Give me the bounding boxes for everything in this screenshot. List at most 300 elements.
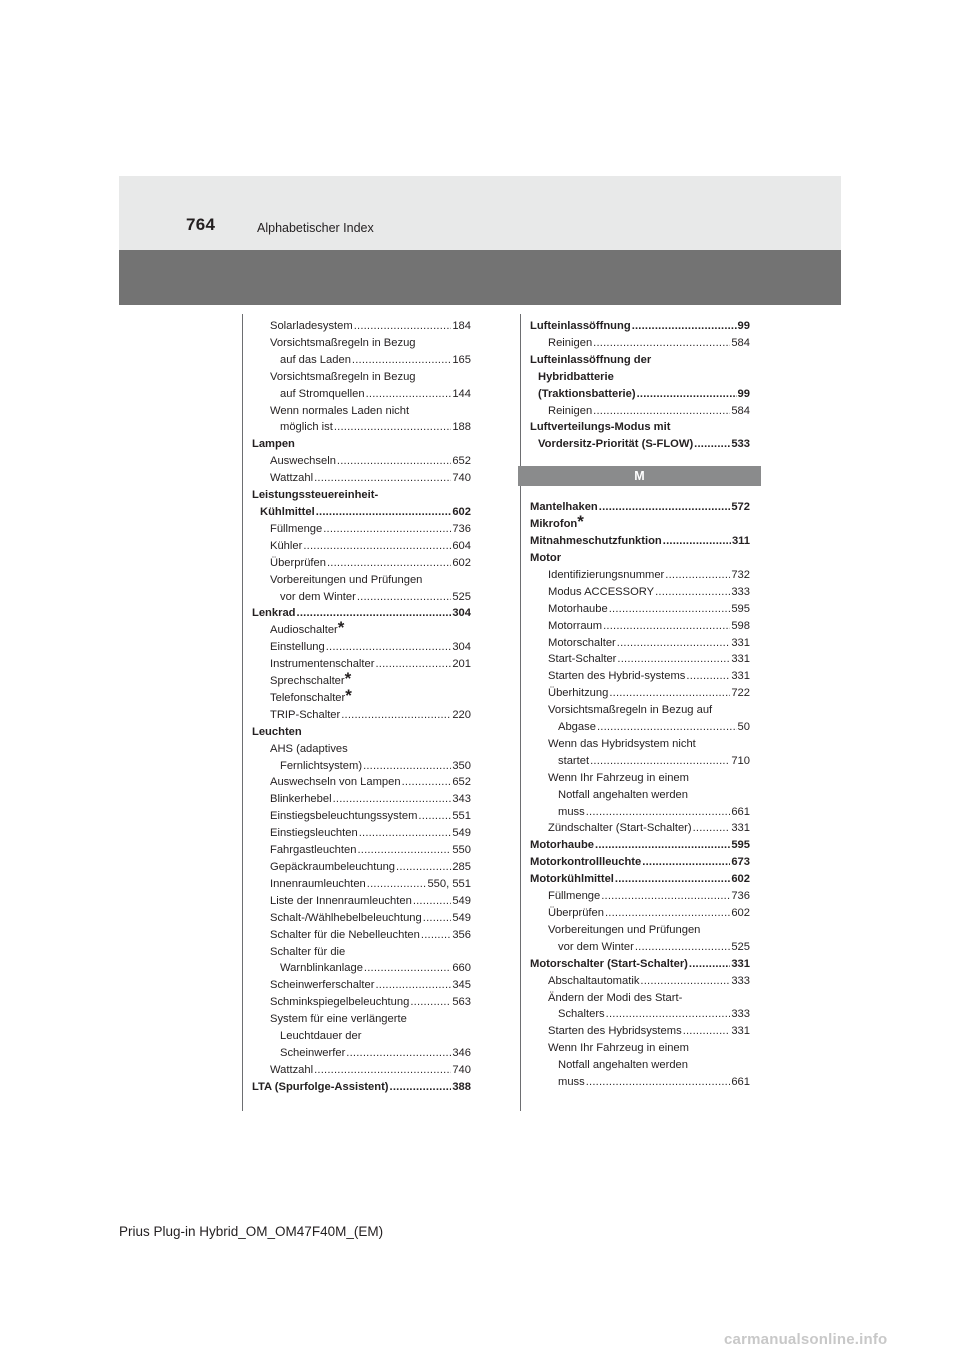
entry-text: Fahrgastleuchten — [270, 844, 357, 857]
entry-text: Modus ACCESSORY — [548, 585, 655, 598]
index-subentry — [530, 736, 750, 753]
entry-text: Innenraumleuchten — [270, 877, 366, 890]
index-entry — [530, 369, 750, 386]
entry-text: Vorsichtsmaßregeln in Bezug auf — [548, 704, 713, 717]
section-title: Alphabetischer Index — [257, 221, 374, 235]
dot-leader — [346, 1045, 451, 1062]
entry-text: Identifizierungsnummer — [548, 568, 665, 581]
index-subentry — [252, 774, 471, 791]
entry-text: Motorhaube — [548, 602, 608, 615]
dot-leader — [601, 888, 730, 905]
dot-leader — [357, 589, 451, 606]
dot-leader — [605, 905, 730, 922]
index-subentry — [252, 369, 471, 386]
entry-text: Schalter für die Nebelleuchten — [270, 928, 420, 941]
page-reference: 165 — [452, 353, 471, 366]
entry-text: möglich ist — [280, 421, 333, 434]
index-entry — [252, 605, 471, 622]
entry-text: Füllmenge — [548, 890, 601, 903]
index-subentry — [530, 1006, 750, 1023]
page-reference: 652 — [452, 455, 471, 468]
index-subentry — [252, 876, 471, 893]
page-reference: 549 — [452, 894, 471, 907]
page-reference: 740 — [452, 472, 471, 485]
index-entry — [530, 533, 750, 550]
page-reference: 602 — [731, 873, 750, 886]
entry-text: Mantelhaken — [530, 501, 598, 514]
index-subentry — [530, 335, 750, 352]
entry-text: auf Stromquellen — [280, 387, 365, 400]
dot-leader — [597, 719, 737, 736]
dot-leader — [367, 876, 427, 893]
index-subentry — [252, 1028, 471, 1045]
page-reference: 673 — [731, 856, 750, 869]
entry-text: Füllmenge — [270, 522, 323, 535]
index-subentry — [252, 1062, 471, 1079]
dot-leader — [642, 854, 730, 871]
page-reference: 563 — [452, 996, 471, 1009]
index-subentry — [252, 470, 471, 487]
entry-text: Starten des Hybrid-systems — [548, 670, 686, 683]
page-reference: 710 — [731, 754, 750, 767]
entry-text: Hybridbatterie — [538, 370, 614, 383]
entry-text: Überhitzung — [548, 687, 609, 700]
entry-text: Überprüfen — [270, 556, 326, 569]
index-subentry — [530, 635, 750, 652]
entry-text: muss — [558, 805, 585, 818]
entry-text: Kühlmittel — [260, 505, 315, 518]
entry-text: Motorschalter (Start-Schalter) — [530, 957, 688, 970]
entry-text: Vorsichtsmaßregeln in Bezug — [270, 370, 416, 383]
dot-leader — [352, 352, 451, 369]
index-subentry — [252, 707, 471, 724]
entry-text: Luftverteilungs-Modus mit — [530, 421, 671, 434]
dot-leader — [390, 1079, 452, 1096]
index-subentry — [252, 859, 471, 876]
entry-text: TRIP-Schalter — [270, 708, 341, 721]
index-entry — [530, 318, 750, 335]
dot-leader — [590, 753, 730, 770]
index-entry — [530, 499, 750, 516]
page-reference: 549 — [452, 911, 471, 924]
page-reference: 350 — [452, 759, 471, 772]
index-subentry — [252, 335, 471, 352]
page-reference: 331 — [731, 636, 750, 649]
page-reference: 144 — [452, 387, 471, 400]
letter-heading-m: M — [518, 466, 761, 486]
index-entry — [252, 487, 471, 504]
column-divider-left — [242, 314, 243, 1111]
entry-text: vor dem Winter — [280, 590, 356, 603]
page-reference: 549 — [452, 827, 471, 840]
dot-leader — [609, 601, 731, 618]
dot-leader — [334, 419, 451, 436]
entry-text: Notfall angehalten werden — [558, 788, 688, 801]
index-entry — [530, 956, 750, 973]
entry-text: Schalt-/Wählhebelbeleuchtung — [270, 911, 422, 924]
dot-leader — [665, 567, 730, 584]
dot-leader — [363, 758, 451, 775]
entry-text: Schalter für die — [270, 945, 346, 958]
entry-text: Kühler — [270, 539, 303, 552]
dot-leader — [333, 791, 452, 808]
index-subentry — [530, 1074, 750, 1091]
footer-manual-id: Prius Plug-in Hybrid_OM_OM47F40M_(EM) — [119, 1224, 384, 1239]
entry-text: (Traktionsbatterie) — [538, 387, 636, 400]
index-subentry — [530, 804, 750, 821]
index-entry — [530, 386, 750, 403]
page-reference: 572 — [731, 501, 750, 514]
entry-text: Wenn Ihr Fahrzeug in einem — [548, 1042, 689, 1055]
entry-text: System für eine verlängerte — [270, 1013, 407, 1026]
dot-leader — [593, 335, 730, 352]
index-subentry — [530, 939, 750, 956]
dot-leader — [364, 960, 451, 977]
page-reference: 285 — [452, 861, 471, 873]
dot-leader — [593, 403, 730, 420]
page-reference: 333 — [731, 585, 750, 598]
entry-text: Einstiegsbeleuchtungssystem — [270, 810, 418, 823]
index-subentry — [252, 352, 471, 369]
page-reference: 551 — [452, 810, 471, 823]
dot-leader — [689, 956, 730, 973]
entry-text: Leuchtdauer der — [280, 1030, 362, 1043]
dot-leader — [606, 1006, 731, 1023]
page-reference: 184 — [452, 320, 471, 332]
entry-text: Vorbereitungen und Prüfungen — [270, 573, 423, 586]
dot-leader — [632, 318, 737, 335]
page-reference: 331 — [731, 957, 750, 970]
entry-text: Mikrofon — [530, 518, 578, 531]
index-entry — [530, 854, 750, 871]
index-column-left — [252, 318, 471, 1096]
page-reference: 740 — [452, 1063, 471, 1076]
dot-leader — [297, 605, 452, 622]
page-reference: 525 — [731, 940, 750, 953]
dot-leader — [655, 584, 730, 601]
entry-text: Einstellung — [270, 641, 325, 654]
index-subentry — [530, 601, 750, 618]
dot-leader — [316, 504, 452, 521]
entry-text: Start-Schalter — [548, 653, 617, 666]
page-reference: 333 — [731, 1008, 750, 1021]
entry-text: Motor — [530, 551, 562, 564]
index-entry — [252, 504, 471, 521]
entry-text: Lampen — [252, 438, 295, 451]
index-subentry — [530, 787, 750, 804]
entry-text: Motorschalter — [548, 636, 616, 649]
entry-text: Überprüfen — [548, 907, 604, 919]
header-band — [119, 176, 841, 250]
dot-leader — [357, 842, 451, 859]
entry-text: Vorsichtsmaßregeln in Bezug — [270, 336, 416, 349]
index-column-right — [530, 318, 750, 1091]
index-subentry — [530, 702, 750, 719]
entry-text: Vorbereitungen und Prüfungen — [548, 923, 701, 936]
entry-text: Abgase — [558, 721, 596, 734]
entry-text: Leuchten — [252, 725, 302, 738]
index-subentry — [252, 944, 471, 961]
index-subentry — [530, 973, 750, 990]
page-reference: 722 — [731, 687, 750, 700]
page-reference: 311 — [731, 535, 750, 548]
page-reference: 595 — [731, 602, 750, 615]
dot-leader — [366, 386, 452, 403]
index-subentry — [252, 555, 471, 572]
entry-text: Notfall angehalten werden — [558, 1059, 688, 1072]
dot-leader — [694, 436, 730, 453]
index-subentry — [252, 910, 471, 927]
dot-leader — [599, 499, 731, 516]
entry-text: Vordersitz-Priorität (S-FLOW) — [538, 438, 694, 451]
dot-leader — [418, 808, 451, 825]
page-reference: 331 — [731, 1025, 750, 1038]
dot-leader — [410, 994, 451, 1011]
entry-text: Motorhaube — [530, 839, 595, 852]
page-reference: 736 — [452, 522, 471, 535]
entry-text: Mitnahmeschutzfunktion — [530, 535, 662, 548]
page-reference: 331 — [731, 822, 750, 835]
index-subentry: Audioschalter * — [270, 618, 345, 638]
dot-leader — [314, 470, 451, 487]
entry-text: Reinigen — [548, 404, 593, 417]
dot-leader — [595, 837, 730, 854]
entry-text: Blinkerhebel — [270, 793, 332, 806]
dot-leader — [635, 939, 730, 956]
index-subentry — [252, 741, 471, 758]
entry-text: Instrumentenschalter — [270, 658, 375, 671]
dot-leader — [314, 1062, 451, 1079]
index-subentry — [252, 960, 471, 977]
index-entry — [530, 550, 750, 567]
entry-text: startet — [558, 754, 590, 767]
index-subentry — [530, 905, 750, 922]
page-reference: 333 — [731, 974, 750, 987]
dot-leader — [609, 685, 730, 702]
entry-text: Lufteinlassöffnung — [530, 320, 631, 332]
page-reference: 602 — [452, 556, 471, 569]
dot-leader — [323, 521, 451, 538]
page-reference: 732 — [731, 568, 750, 581]
index-subentry — [530, 719, 750, 736]
page-reference: 595 — [731, 839, 750, 852]
index-subentry — [530, 651, 750, 668]
page-reference: 304 — [452, 641, 471, 654]
index-subentry: Sprechschalter * — [270, 669, 352, 689]
page-reference: 652 — [452, 776, 471, 789]
entry-text: Wenn das Hybridsystem nicht — [548, 737, 696, 750]
index-subentry — [530, 618, 750, 635]
dot-leader — [663, 533, 731, 550]
index-subentry — [252, 1011, 471, 1028]
dot-leader — [686, 668, 730, 685]
dot-leader — [413, 893, 452, 910]
entry-text: Wattzahl — [270, 1063, 314, 1076]
index-entry — [530, 352, 750, 369]
entry-text: Wattzahl — [270, 472, 314, 485]
index-subentry — [530, 403, 750, 420]
entry-text: Einstiegsleuchten — [270, 827, 358, 840]
watermark: carmanualsonline.info — [724, 1331, 888, 1348]
entry-text: Scheinwerferschalter — [270, 979, 375, 992]
page-reference: 525 — [452, 590, 471, 603]
entry-text: Reinigen — [548, 336, 593, 349]
index-subentry — [252, 318, 471, 335]
entry-text: Audioschalter — [270, 624, 338, 637]
header-bar — [119, 250, 841, 305]
index-subentry — [252, 927, 471, 944]
page-reference: 598 — [731, 619, 750, 632]
index-entry — [252, 1079, 471, 1096]
index-subentry — [530, 990, 750, 1007]
page-reference: 602 — [452, 505, 471, 518]
page-reference: 343 — [452, 793, 471, 806]
index-entry — [252, 436, 471, 453]
entry-text: auf das Laden — [280, 353, 351, 366]
dot-leader — [327, 555, 451, 572]
dot-leader — [617, 635, 731, 652]
page-reference: 604 — [452, 539, 471, 552]
entry-text: Ändern der Modi des Start- — [548, 991, 683, 1004]
dot-leader — [586, 804, 731, 821]
index-subentry — [252, 994, 471, 1011]
entry-text: Auswechseln — [270, 455, 336, 468]
dot-leader — [303, 538, 451, 555]
dot-leader — [375, 977, 451, 994]
dot-leader — [640, 973, 730, 990]
index-subentry — [252, 758, 471, 775]
page-reference: 584 — [731, 336, 750, 349]
index-subentry — [530, 584, 750, 601]
entry-text: Wenn Ihr Fahrzeug in einem — [548, 771, 689, 784]
page-reference: 661 — [731, 805, 750, 818]
index-subentry — [530, 567, 750, 584]
entry-text: Solarladesystem — [270, 320, 353, 332]
index-subentry — [530, 820, 750, 837]
dot-leader — [375, 656, 451, 673]
index-subentry — [252, 977, 471, 994]
entry-text: Abschaltautomatik — [548, 974, 640, 987]
page-reference: 188 — [452, 421, 471, 434]
entry-text: Liste der Innenraumleuchten — [270, 894, 412, 907]
page-reference: 99 — [737, 387, 750, 400]
dot-leader — [586, 1074, 731, 1091]
dot-leader — [354, 318, 452, 335]
page-reference: 602 — [731, 907, 750, 919]
page-reference: 550 — [452, 844, 471, 857]
page-reference: 220 — [452, 708, 471, 721]
entry-text: Wenn normales Laden nicht — [270, 404, 410, 417]
index-entry: Mikrofon * — [530, 512, 584, 532]
page-reference: 661 — [731, 1076, 750, 1089]
page-reference: 331 — [731, 670, 750, 683]
index-subentry — [252, 521, 471, 538]
entry-text: Lenkrad — [252, 607, 296, 620]
index-entry — [530, 436, 750, 453]
entry-text: Motorkühlmittel — [530, 873, 614, 886]
entry-text: Schminkspiegelbeleuchtung — [270, 996, 410, 1009]
entry-text: Zündschalter (Start-Schalter) — [548, 822, 692, 835]
page-reference: 346 — [452, 1046, 471, 1059]
index-entry — [252, 724, 471, 741]
index-entry — [530, 837, 750, 854]
index-subentry — [530, 753, 750, 770]
index-subentry — [530, 1057, 750, 1074]
dot-leader — [615, 871, 730, 888]
index-subentry — [252, 656, 471, 673]
entry-text: Starten des Hybridsystems — [548, 1025, 682, 1038]
index-subentry — [252, 419, 471, 436]
dot-leader — [637, 386, 737, 403]
index-subentry — [252, 572, 471, 589]
dot-leader — [326, 639, 452, 656]
page-reference: 550, 551 — [427, 877, 471, 890]
dot-leader — [402, 774, 452, 791]
index-subentry — [530, 1040, 750, 1057]
index-subentry — [530, 770, 750, 787]
entry-text: Schalters — [558, 1008, 605, 1021]
dot-leader — [617, 651, 730, 668]
entry-text: Telefonschalter — [270, 691, 346, 704]
index-subentry — [530, 685, 750, 702]
page-reference: 356 — [452, 928, 471, 941]
index-subentry — [252, 1045, 471, 1062]
entry-text: Gepäckraumbeleuchtung — [270, 861, 396, 873]
page-reference: 533 — [731, 438, 750, 451]
dot-leader — [341, 707, 451, 724]
entry-text: vor dem Winter — [558, 940, 634, 953]
dot-leader — [683, 1023, 731, 1040]
page-number: 764 — [186, 215, 216, 234]
index-subentry — [252, 538, 471, 555]
dot-leader — [337, 453, 451, 470]
dot-leader — [359, 825, 452, 842]
page-reference: 99 — [737, 320, 750, 332]
index-group-m — [530, 499, 750, 1091]
page-reference: 201 — [452, 658, 471, 671]
dot-leader — [603, 618, 730, 635]
entry-text: Scheinwerfer — [280, 1046, 346, 1059]
entry-text: Motorraum — [548, 619, 603, 632]
entry-text: Motorkontrollleuchte — [530, 856, 642, 869]
dot-leader — [693, 820, 731, 837]
index-subentry — [252, 639, 471, 656]
index-subentry — [252, 808, 471, 825]
index-subentry — [252, 403, 471, 420]
index-subentry — [530, 922, 750, 939]
page-reference: 304 — [452, 607, 471, 620]
index-subentry — [252, 386, 471, 403]
index-subentry — [252, 842, 471, 859]
page-reference: 331 — [731, 653, 750, 666]
entry-text: AHS (adaptives — [270, 742, 348, 755]
index-subentry — [530, 668, 750, 685]
dot-leader — [423, 910, 452, 927]
entry-text: Leistungssteuereinheit- — [252, 489, 379, 502]
index-subentry — [252, 825, 471, 842]
index-subentry — [252, 893, 471, 910]
index-entry — [530, 419, 750, 436]
entry-text: LTA (Spurfolge-Assistent) — [252, 1080, 389, 1093]
page-reference: 50 — [737, 721, 750, 734]
index-subentry — [252, 791, 471, 808]
index-group-l — [530, 318, 750, 453]
entry-text: muss — [558, 1076, 585, 1089]
entry-text: Lufteinlassöffnung der — [530, 353, 652, 366]
entry-text: Auswechseln von Lampen — [270, 776, 401, 789]
index-subentry — [252, 453, 471, 470]
index-subentry: Telefonschalter * — [270, 685, 352, 705]
